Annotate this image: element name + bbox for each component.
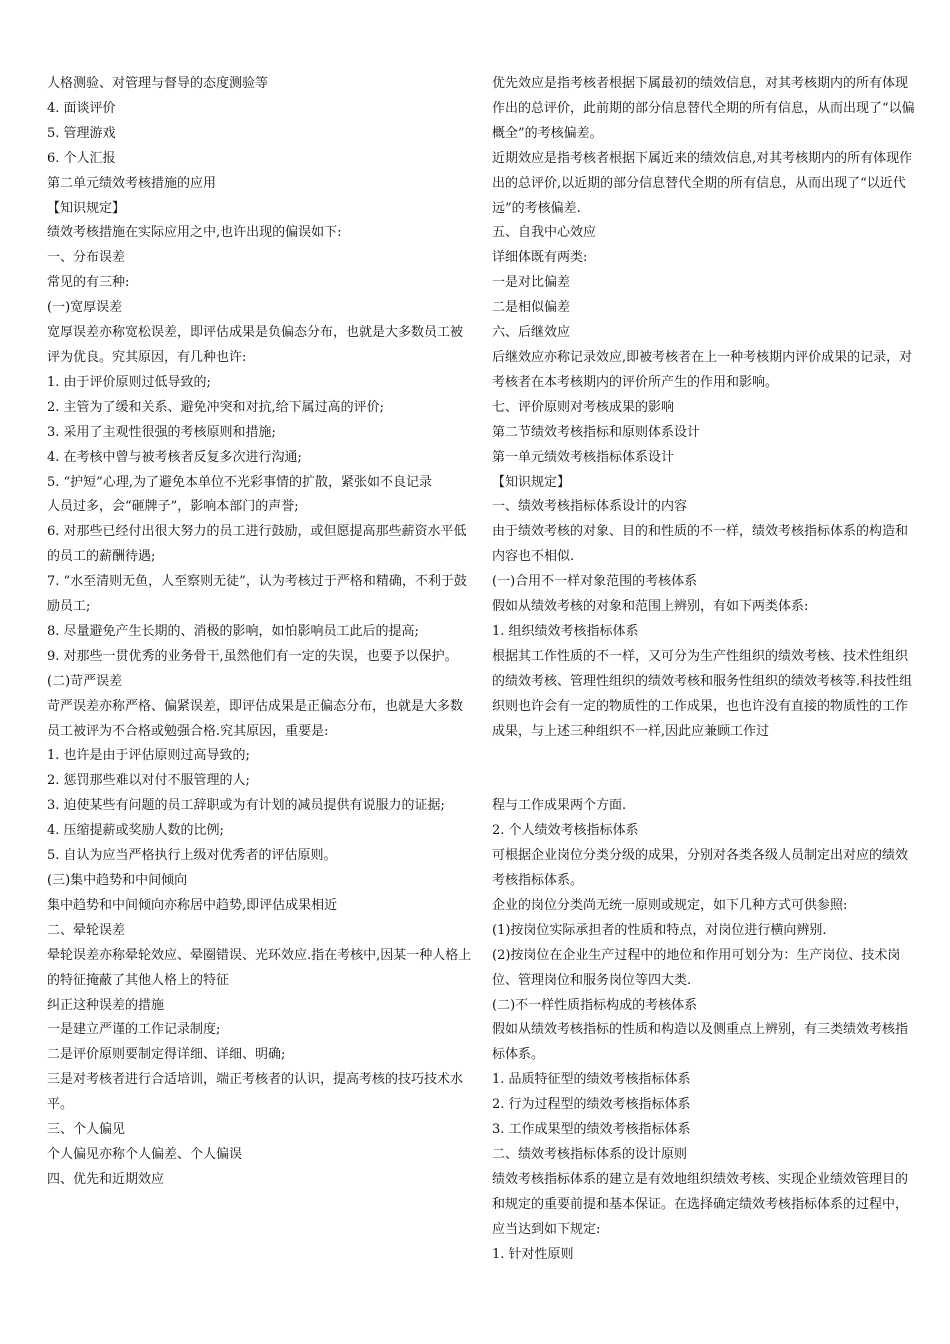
- text-paragraph: 晕轮误差亦称晕轮效应、晕圈错误、光环效应.指在考核中,因某一种人格上的特征掩蔽了其他人格上的特征: [47, 947, 472, 988]
- text-paragraph: 二、晕轮误差: [47, 922, 126, 938]
- text-paragraph: 三、个人偏见: [47, 1122, 126, 1138]
- text-paragraph: 五、自我中心效应: [492, 225, 597, 241]
- text-paragraph: 3. 工作成果型的绩效考核指标体系: [492, 1122, 691, 1138]
- text-paragraph: 宽厚误差亦称宽松误差，即评估成果是负偏态分布，也就是大多数员工被评为优良。究其原因，有几种也许:: [47, 325, 464, 365]
- text-paragraph: (二)不一样性质指标构成的考核体系: [492, 997, 698, 1013]
- text-paragraph: 集中趋势和中间倾向亦称居中趋势,即评估成果相近: [47, 897, 338, 913]
- left-column: [47, 72, 472, 1193]
- text-paragraph: 六、后继效应: [492, 325, 571, 341]
- text-paragraph: 假如从绩效考核的对象和范围上辨别，有如下两类体系:: [492, 599, 809, 615]
- text-paragraph: 企业的岗位分类尚无统一原则或规定，如下几种方式可供参照:: [492, 897, 848, 913]
- text-paragraph: 1. 也许是由于评估原则过高导致的;: [47, 748, 250, 764]
- text-paragraph: 1. 组织绩效考核指标体系: [492, 623, 639, 639]
- text-paragraph: 一是对比偏差: [492, 275, 571, 291]
- text-paragraph: 3. 迫使某些有问题的员工辞职或为有计划的减员提供有说服力的证据;: [47, 798, 445, 814]
- text-paragraph: 第二节绩效考核指标和原则体系设计: [492, 424, 701, 440]
- text-paragraph: 二是相似偏差: [492, 300, 571, 316]
- text-paragraph: 人格测验、对管理与督导的态度测验等: [47, 76, 269, 91]
- text-paragraph: (二)苛严误差: [47, 673, 123, 689]
- text-paragraph: 一、绩效考核指标体系设计的内容: [492, 499, 688, 515]
- text-paragraph: 8. 尽量避免产生长期的、消极的影响，如怕影响员工此后的提高;: [47, 623, 419, 639]
- text-paragraph: 7. “水至清则无鱼，人至察则无徒”，认为考核过于严格和精确，不利于鼓励员工;: [47, 574, 467, 615]
- text-paragraph: 6. 个人汇报: [47, 150, 116, 166]
- text-paragraph: 三是对考核者进行合适培训，端正考核者的认识，提高考核的技巧技术水平。: [47, 1072, 464, 1113]
- right-column: [492, 72, 917, 1267]
- text-paragraph: 纠正这种误差的措施: [47, 997, 165, 1013]
- column-gap: [492, 744, 917, 794]
- text-paragraph: 1. 品质特征型的绩效考核指标体系: [492, 1072, 691, 1088]
- text-paragraph: 绩效考核指标体系的建立是有效地组织绩效考核、实现企业绩效管理目的和规定的重要前提和基本保证。在选择确定绩效考核指标体系的过程中，应当达到如下规定:: [492, 1171, 909, 1237]
- text-paragraph: 1. 针对性原则: [492, 1246, 574, 1262]
- text-paragraph: 2. 个人绩效考核指标体系: [492, 823, 639, 839]
- text-paragraph: (一)宽厚误差: [47, 300, 123, 316]
- text-paragraph: 二、绩效考核指标体系的设计原则: [492, 1146, 688, 1162]
- text-paragraph: 第一单元绩效考核指标体系设计: [492, 449, 675, 465]
- text-paragraph: 人员过多，会“砸牌子”，影响本部门的声誉;: [47, 499, 299, 515]
- text-paragraph: 9. 对那些一贯优秀的业务骨干,虽然他们有一定的失误，也要予以保护。: [47, 648, 458, 664]
- text-paragraph: 优先效应是指考核者根据下属最初的绩效信息，对其考核期内的所有体现作出的总评价，此前期的部分信息替代全期的所有信息，从而出现了“以偏概全”的考核偏差。: [492, 76, 915, 141]
- text-paragraph: 6. 对那些已经付出很大努力的员工进行鼓励，或但愿提高那些薪资水平低的员工的薪酬待遇;: [47, 524, 467, 565]
- text-paragraph: 5. “护短”心理,为了避免本单位不光彩事情的扩散，紧张如不良记录: [47, 474, 432, 490]
- text-paragraph: 近期效应是指考核者根据下属近来的绩效信息,对其考核期内的所有体现作出的总评价,以近期的部分信息替代全期的所有信息，从而出现了“以近代远”的考核偏差.: [492, 150, 913, 216]
- text-paragraph: 4. 在考核中曾与被考核者反复多次进行沟通;: [47, 449, 302, 465]
- text-paragraph: 由于绩效考核的对象、目的和性质的不一样，绩效考核指标体系的构造和内容也不相似.: [492, 524, 909, 565]
- text-paragraph: 一、分布误差: [47, 250, 126, 266]
- text-paragraph: 1. 由于评价原则过低导致的;: [47, 374, 211, 390]
- text-paragraph: 4. 压缩提薪或奖励人数的比例;: [47, 823, 224, 839]
- text-paragraph: 二是评价原则要制定得详细、详细、明确;: [47, 1047, 286, 1063]
- text-paragraph: (三)集中趋势和中间倾向: [47, 873, 188, 888]
- text-paragraph: (2)按岗位在企业生产过程中的地位和作用可划分为：生产岗位、技术岗位、管理岗位和服务岗位等四大类.: [492, 947, 901, 988]
- text-paragraph: 一是建立严谨的工作记录制度;: [47, 1022, 221, 1038]
- text-paragraph: 【知识规定】: [47, 200, 126, 216]
- text-paragraph: 绩效考核措施在实际应用之中,也许出现的偏误如下:: [47, 225, 342, 241]
- text-paragraph: 四、优先和近期效应: [47, 1171, 165, 1187]
- text-paragraph: 后继效应亦称记录效应,即被考核者在上一种考核期内评价成果的记录，对考核者在本考核期内的评价所产生的作用和影响。: [492, 349, 913, 390]
- text-paragraph: 2. 主管为了缓和关系、避免冲突和对抗,给下属过高的评价;: [47, 399, 385, 415]
- text-paragraph: 程与工作成果两个方面.: [492, 798, 627, 814]
- text-paragraph: 七、评价原则对考核成果的影响: [492, 399, 675, 415]
- text-paragraph: (一)合用不一样对象范围的考核体系: [492, 574, 698, 590]
- text-paragraph: 苛严误差亦称严格、偏紧误差，即评估成果是正偏态分布，也就是大多数员工被评为不合格或勉强合格.究其原因，重要是:: [47, 698, 464, 739]
- text-paragraph: 常见的有三种:: [47, 275, 130, 291]
- text-paragraph: 5. 管理游戏: [47, 125, 116, 141]
- text-paragraph: 2. 行为过程型的绩效考核指标体系: [492, 1097, 691, 1113]
- text-paragraph: 可根据企业岗位分类分级的成果，分别对各类各级人员制定出对应的绩效考核指标体系。: [492, 848, 909, 888]
- text-paragraph: 【知识规定】: [492, 474, 571, 490]
- text-paragraph: 3. 采用了主观性很强的考核原则和措施;: [47, 424, 276, 440]
- text-paragraph: 5. 自认为应当严格执行上级对优秀者的评估原则。: [47, 848, 337, 864]
- text-paragraph: 假如从绩效考核指标的性质和构造以及侧重点上辨别，有三类绩效考核指标体系。: [492, 1022, 909, 1063]
- right-column-top-section: [492, 72, 917, 744]
- right-column-bottom-section: [492, 794, 917, 1267]
- text-paragraph: 第二单元绩效考核措施的应用: [47, 175, 217, 191]
- text-paragraph: 根据其工作性质的不一样，又可分为生产性组织的绩效考核、技术性组织的绩效考核、管理性组织的绩效考核和服务性组织的绩效考核等.科技性组织则也许会有一定的物质性的工作成果，也也许没有直接的物质性的工作成果，与上述三种组织不一样,因此应兼顾工作过: [492, 648, 913, 739]
- text-paragraph: 2. 惩罚那些难以对付不服管理的人;: [47, 773, 250, 789]
- text-paragraph: 4. 面谈评价: [47, 100, 116, 116]
- text-paragraph: (1)按岗位实际承担者的性质和特点，对岗位进行横向辨别.: [492, 922, 827, 938]
- text-paragraph: 详细体既有两类:: [492, 250, 588, 266]
- text-paragraph: 个人偏见亦称个人偏差、个人偏误: [47, 1146, 243, 1162]
